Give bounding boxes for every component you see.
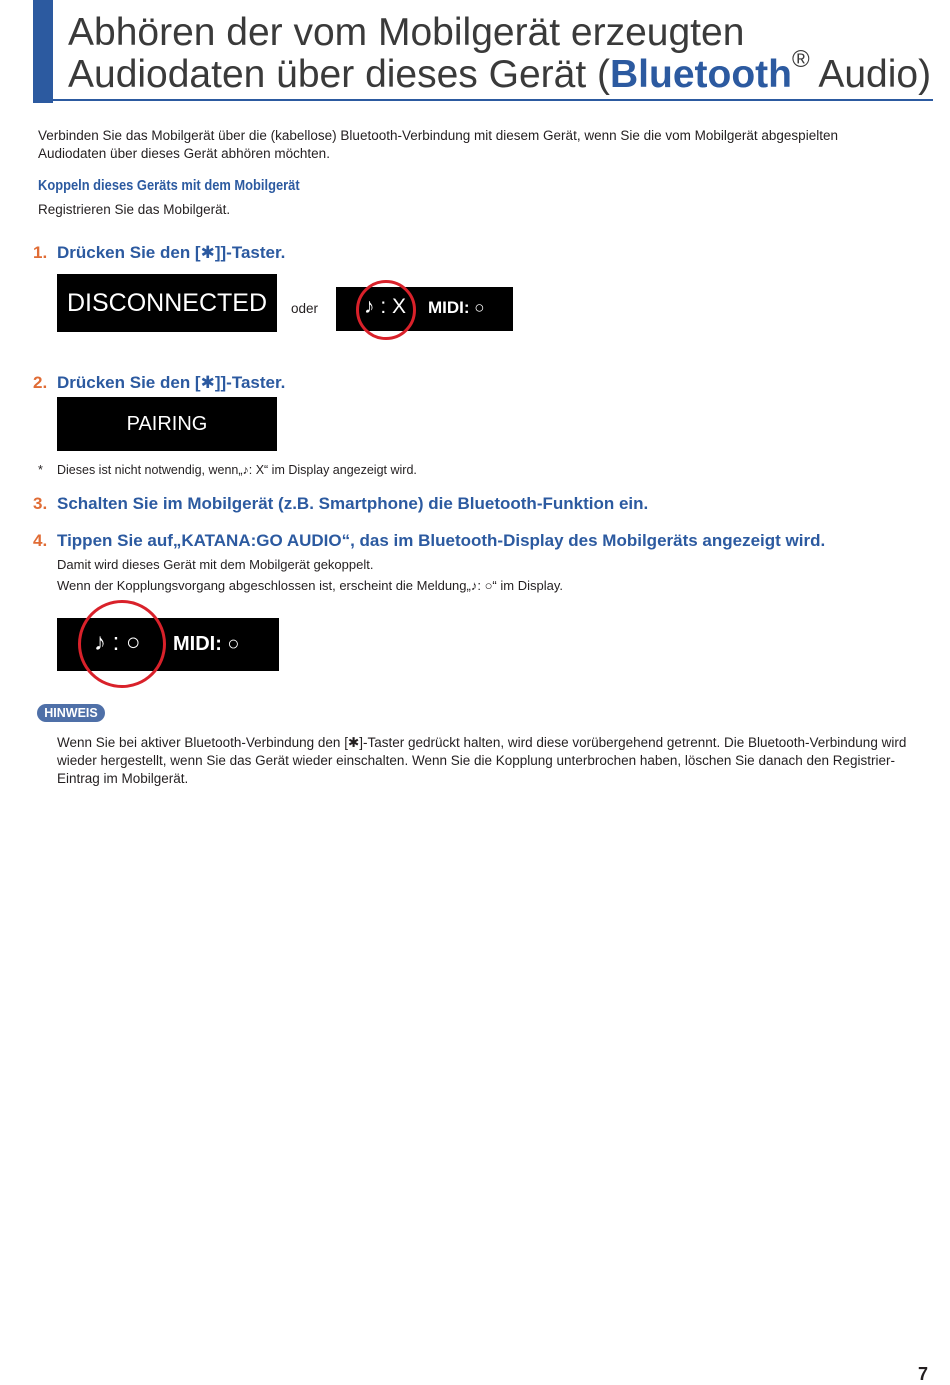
step-4-text: Tippen Sie auf„KATANA:GO AUDIO“, das im Bluetooth-Display des Mobilgeräts angezeigt wird. bbox=[57, 531, 826, 550]
step-1-text: Drücken Sie den [✱]]-Taster. bbox=[57, 243, 286, 262]
hint-text: Wenn Sie bei aktiver Bluetooth-Verbindung den [✱]-Taster gedrückt halten, wird diese vorübergehend getrennt. Die Bluetooth-Verbindung wird wieder hergestellt, wenn Sie das Gerät wieder einschalten. Wenn Sie die Kopplung unterbrochen haben, löschen Sie danach den Registrier-Eintrag im Mobilgerät. bbox=[57, 735, 907, 786]
step-2-text: Drücken Sie den [✱]]-Taster. bbox=[57, 373, 286, 392]
display-pairing bbox=[57, 397, 277, 451]
display-disconnected bbox=[57, 274, 277, 332]
pairing-heading: Koppeln dieses Geräts mit dem Mobilgerät bbox=[38, 177, 300, 194]
highlight-ring bbox=[356, 280, 416, 340]
title-line-2-start: Audiodaten über dieses Gerät ( bbox=[68, 53, 611, 96]
step-1-number: 1. bbox=[33, 243, 48, 262]
pairing-subtext: Registrieren Sie das Mobilgerät. bbox=[38, 202, 231, 217]
hint-badge: HINWEIS bbox=[37, 704, 105, 722]
page-number: 7 bbox=[918, 1364, 929, 1384]
note-marker: * bbox=[38, 463, 43, 477]
title-line-1: Abhören der vom Mobilgerät erzeugten bbox=[68, 11, 745, 54]
display-midi-status: MIDI: ○ bbox=[428, 298, 485, 317]
step-2-number: 2. bbox=[33, 373, 48, 392]
step-4-detail-2: Wenn der Kopplungsvorgang abgeschlossen ist, erscheint die Meldung„♪: ○“ im Display. bbox=[57, 578, 563, 593]
display-audio-status: ♪ : ○ bbox=[94, 629, 141, 656]
page-title bbox=[68, 12, 948, 96]
registered-mark: ® bbox=[791, 46, 810, 73]
or-label: oder bbox=[291, 301, 319, 316]
intro-paragraph: Verbinden Sie das Mobilgerät über die (kabellose) Bluetooth-Verbindung mit diesem Gerät, wenn Sie die vom Mobilgerät abgespielten Audiodaten über dieses Gerät abhören möchten. bbox=[38, 128, 838, 161]
display-audio-status: ♪ : X bbox=[364, 295, 407, 318]
title-underline bbox=[53, 99, 933, 101]
title-accent-bar bbox=[33, 0, 53, 103]
step-4-detail-1: Damit wird dieses Gerät mit dem Mobilgerät gekoppelt. bbox=[57, 557, 374, 572]
title-brand: Bluetooth bbox=[610, 53, 792, 96]
step-3-number: 3. bbox=[33, 494, 48, 513]
title-line-2-end: Audio) bbox=[809, 53, 932, 96]
step-2-note: Dieses ist nicht notwendig, wenn„♪: X“ im Display angezeigt wird. bbox=[57, 463, 417, 477]
step-3-text: Schalten Sie im Mobilgerät (z.B. Smartphone) die Bluetooth-Funktion ein. bbox=[57, 494, 649, 513]
display-disconnected-text: DISCONNECTED bbox=[66, 288, 267, 317]
display-midi-status: MIDI: ○ bbox=[173, 633, 240, 655]
display-pairing-text: PAIRING bbox=[126, 412, 208, 435]
highlight-ring bbox=[78, 600, 166, 688]
step-4-number: 4. bbox=[33, 531, 48, 550]
